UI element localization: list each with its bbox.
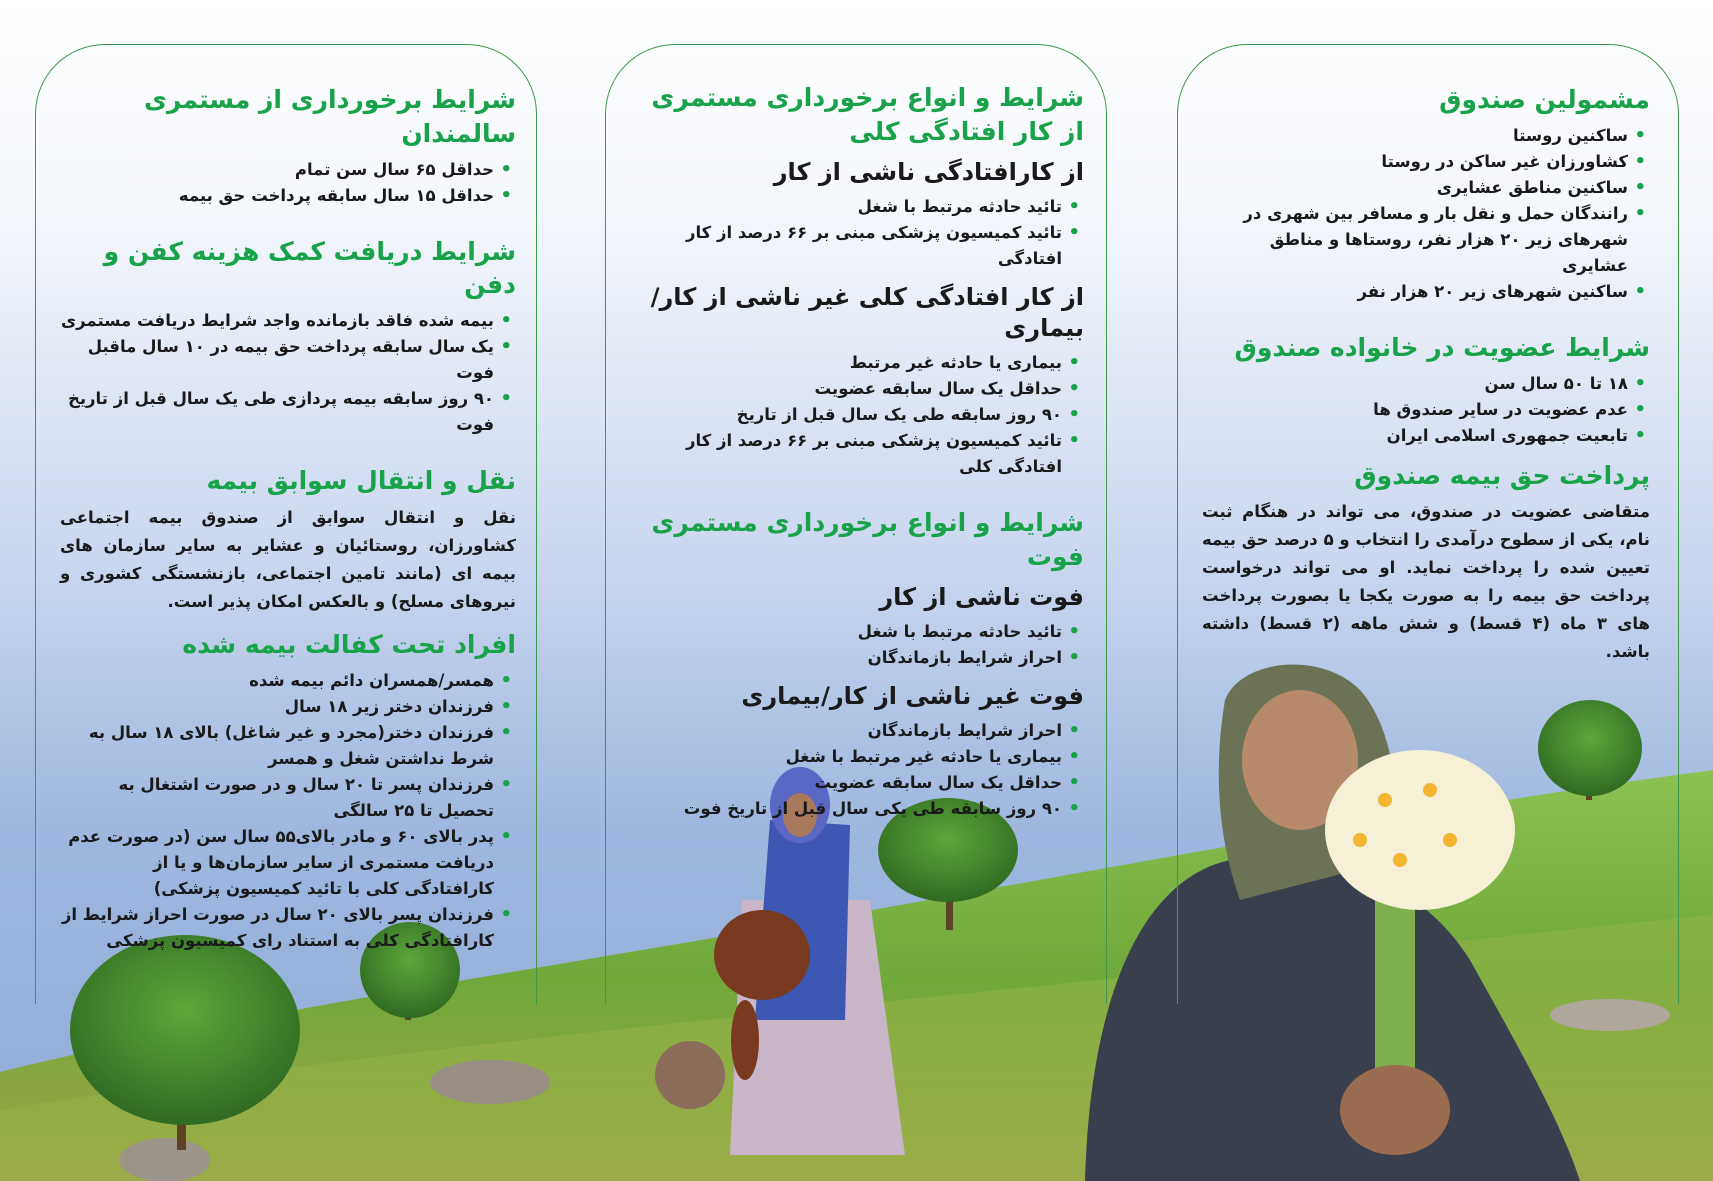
list-item: • ساکنین مناطق عشایری bbox=[1202, 175, 1628, 201]
death-nonwork-list bbox=[626, 718, 1084, 822]
list-item: • پدر بالای ۶۰ و مادر بالای۵۵ سال سن (در صورت عدم دریافت مستمری از سایر سازمان‌ها و یا از کارافتادگی کلی با تائید کمیسیون پزشکی) bbox=[60, 824, 494, 902]
disability-work-list bbox=[626, 194, 1084, 272]
list-item: • حداقل ۱۵ سال سابقه پرداخت حق بیمه bbox=[60, 183, 494, 209]
payment-text: متقاضی عضویت در صندوق، می تواند در هنگام ثبت نام، یکی از سطوح درآمدی را انتخاب و ۵ درصد حق بیمه تعیین شده را پرداخت نماید. او می تواند درخواست پرداخت حق بیمه را به صورت یکجا یا بصورت پرداخت های ۳ ماه (۴ قسط) و شش ماهه (۲ قسط) داشته باشد. bbox=[1202, 502, 1650, 662]
list-item: • فرزندان پسر بالای ۲۰ سال در صورت احراز شرایط از کارافتادگی کلی به استناد رای کمیسیون پزشکی bbox=[60, 902, 494, 954]
panel-pension-conditions bbox=[605, 44, 1107, 1004]
burial-list bbox=[60, 308, 516, 438]
list-item: • ساکنین شهرهای زیر ۲۰ هزار نفر bbox=[1202, 279, 1628, 305]
death-work-list bbox=[626, 619, 1084, 671]
covered-list bbox=[1202, 123, 1650, 305]
list-item: • حداقل یک سال سابقه عضویت bbox=[626, 376, 1062, 402]
list-item: • تائید کمیسیون پزشکی مبنی بر ۶۶ درصد از کار افتادگی bbox=[626, 220, 1062, 272]
panel-elderly-and-dependents bbox=[35, 44, 537, 1004]
list-item: • بیمه شده فاقد بازمانده واجد شرایط دریافت مستمری bbox=[60, 308, 494, 334]
list-item: • ساکنین روستا bbox=[1202, 123, 1628, 149]
death-nonwork-subtitle: فوت غیر ناشی از کار/بیماری bbox=[741, 681, 1084, 710]
list-item: • احراز شرایط بازماندگان bbox=[626, 718, 1062, 744]
disability-nonwork-subtitle: از کار افتادگی کلی غیر ناشی از کار/بیماری bbox=[650, 282, 1084, 342]
list-item: • حداقل ۶۵ سال سن تمام bbox=[60, 157, 494, 183]
list-item: • تائید حادثه مرتبط با شغل bbox=[626, 619, 1062, 645]
list-item: • فرزندان پسر تا ۲۰ سال و در صورت اشتغال به تحصیل تا ۲۵ سالگی bbox=[60, 772, 494, 824]
list-item: • فرزندان دختر زیر ۱۸ سال bbox=[60, 694, 494, 720]
list-item: • رانندگان حمل و نقل بار و مسافر بین شهری در شهرهای زیر ۲۰ هزار نفر، روستاها و مناطق عشایری bbox=[1202, 201, 1628, 279]
transfer-text: نقل و انتقال سوابق از صندوق بیمه اجتماعی کشاورزان، روستائیان و عشایر به سایر سازمان های بیمه ای (مانند تامین اجتماعی، بازنشستگی کشوری و نیروهای مسلح) و بالعکس امکان پذیر است. bbox=[60, 507, 516, 611]
disability-title: شرایط و انواع برخورداری مستمری از کار افتادگی کلی bbox=[651, 83, 1084, 146]
list-item: • عدم عضویت در سایر صندوق ها bbox=[1202, 397, 1628, 423]
elderly-list bbox=[60, 157, 516, 209]
transfer-title: نقل و انتقال سوابق بیمه bbox=[206, 466, 516, 495]
dependents-list bbox=[60, 668, 516, 954]
covered-title: مشمولین صندوق bbox=[1439, 85, 1650, 114]
disability-nonwork-list bbox=[626, 350, 1084, 480]
list-item: • فرزندان دختر(مجرد و غیر شاغل) بالای ۱۸ سال به شرط نداشتن شغل و همسر bbox=[60, 720, 494, 772]
disability-work-subtitle: از کارافتادگی ناشی از کار bbox=[773, 157, 1084, 186]
elderly-title: شرایط برخورداری از مستمری سالمندان bbox=[143, 85, 516, 148]
list-item: • ۹۰ روز سابقه بیمه پردازی طی یک سال قبل از تاریخ فوت bbox=[60, 386, 494, 438]
list-item: • حداقل یک سال سابقه عضویت bbox=[626, 770, 1062, 796]
list-item: • ۱۸ تا ۵۰ سال سن bbox=[1202, 371, 1628, 397]
death-work-subtitle: فوت ناشی از کار bbox=[879, 582, 1084, 611]
dependents-title: افراد تحت کفالت بیمه شده bbox=[182, 629, 516, 659]
panel-covered-members bbox=[1177, 44, 1679, 1004]
list-item: • بیماری یا حادثه غیر مرتبط bbox=[626, 350, 1062, 376]
list-item: • تائید حادثه مرتبط با شغل bbox=[626, 194, 1062, 220]
list-item: • یک سال سابقه پرداخت حق بیمه در ۱۰ سال ماقبل فوت bbox=[60, 334, 494, 386]
membership-title: شرایط عضویت در خانواده صندوق bbox=[1234, 332, 1650, 362]
list-item: • همسر/همسران دائم بیمه شده bbox=[60, 668, 494, 694]
burial-title: شرایط دریافت کمک هزینه کفن و دفن bbox=[103, 236, 516, 300]
list-item: • ۹۰ روز سابقه طی یکی سال قبل از تاریخ فوت bbox=[626, 796, 1062, 822]
death-title: شرایط و انواع برخورداری مستمری فوت bbox=[651, 508, 1084, 571]
list-item: • کشاورزان غیر ساکن در روستا bbox=[1202, 149, 1628, 175]
list-item: • تابعیت جمهوری اسلامی ایران bbox=[1202, 423, 1628, 449]
list-item: • احراز شرایط بازماندگان bbox=[626, 645, 1062, 671]
list-item: • ۹۰ روز سابقه طی یک سال قبل از تاریخ bbox=[626, 402, 1062, 428]
list-item: • بیماری یا حادثه غیر مرتبط با شغل bbox=[626, 744, 1062, 770]
list-item: • تائید کمیسیون پزشکی مبنی بر ۶۶ درصد از کار افتادگی کلی bbox=[626, 428, 1062, 480]
membership-list bbox=[1202, 371, 1650, 449]
payment-title: پرداخت حق بیمه صندوق bbox=[1354, 460, 1650, 490]
